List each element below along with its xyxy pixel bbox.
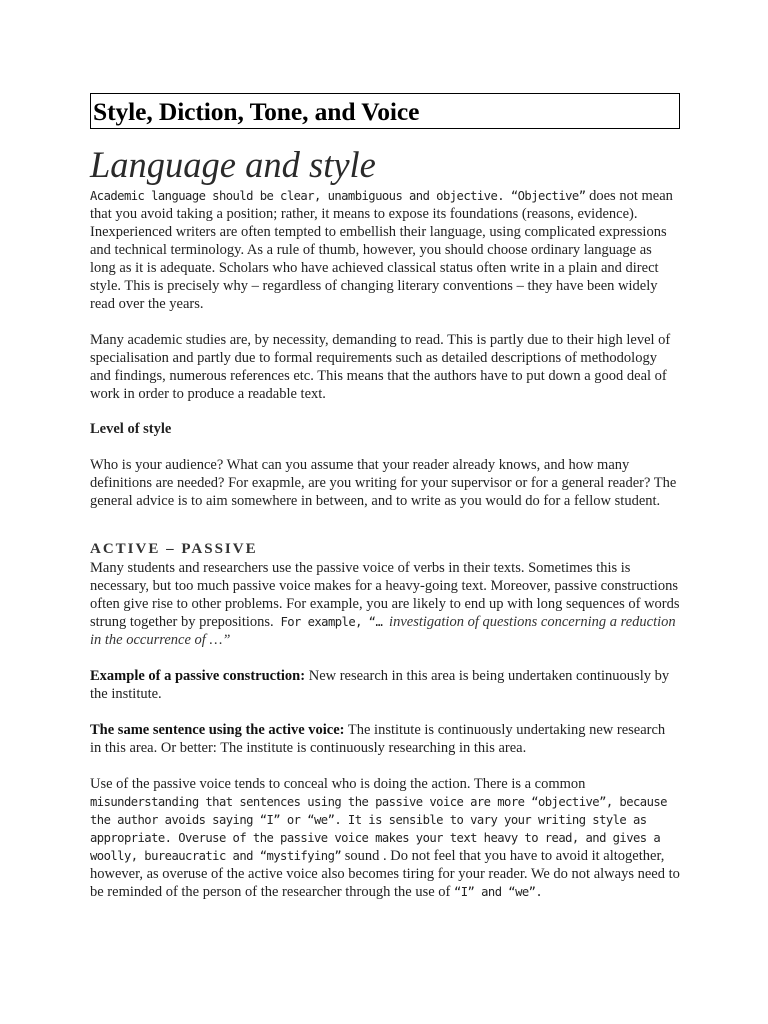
paragraph-active-example	[90, 721, 680, 757]
paragraph-language-and-style-1	[90, 187, 680, 313]
passive-example-label: Example of a passive construction:	[90, 668, 306, 684]
paragraph-text: sound . Do not feel that you have to avoid it altogether, however, as overuse of the active voice also becomes tiring for your reader. We do not always need to be reminded of the person of the researcher through the use of	[90, 848, 680, 900]
document-title: Style, Diction, Tone, and Voice	[90, 93, 680, 129]
paragraph-text: Many students and researchers use the passive voice of verbs in their texts. Sometimes this is necessary, but too much passive voice makes for a heavy-going text. Moreover, passive constructions often give rise to other problems. For example, you are likely to end up with long sequences of words strung together by prepositions.	[90, 560, 680, 630]
paragraph-text: Use of the passive voice tends to conceal who is doing the action. There is a common	[90, 776, 586, 792]
paragraph-text: New research in this area is being undertaken continuously by the institute.	[90, 668, 670, 702]
paragraph-text-sans: For example, “…	[273, 615, 390, 629]
paragraph-passive-example	[90, 667, 680, 703]
paragraph-text: does not mean that you avoid taking a position; rather, it means to expose its foundations (reasons, evidence). Inexperienced writers are often tempted to embellish their language, using complicated expressions and technical terminology. As a rule of thumb, however, you should choose ordinary language as long as it is adequate. Scholars who have achieved classical status often write in a plain and direct style. This is precisely why – regardless of changing literary conventions – they have been widely read over the years.	[90, 188, 673, 312]
section-heading-level-of-style: Level of style	[90, 421, 172, 437]
paragraph-text-sans: Academic language should be clear, unambiguous and objective. “Objective”	[90, 189, 586, 203]
paragraph-text-sans: “I” and “we”.	[453, 885, 543, 899]
section-heading-language-and-style: Language and style	[90, 144, 376, 185]
quoted-example: investigation of questions concerning a reduction in the occurrence of …”	[90, 614, 676, 648]
document-page	[90, 93, 680, 901]
section-heading-active-passive: ACTIVE – PASSIVE	[90, 541, 258, 557]
paragraph-active-passive-1	[90, 559, 680, 649]
paragraph-text: The institute is continuously undertaking new research in this area. Or better: The institute is continuously researching in this area.	[90, 722, 666, 756]
paragraph-active-passive-conclusion	[90, 775, 680, 901]
paragraph-language-and-style-2: Many academic studies are, by necessity, demanding to read. This is partly due to their high level of specialisation and partly due to formal requirements such as detailed descriptions of methodology and findings, numerous references etc. This means that the authors have to put down a good deal of work in order to produce a readable text.	[90, 332, 671, 402]
active-example-label: The same sentence using the active voice:	[90, 722, 345, 738]
paragraph-level-of-style: Who is your audience? What can you assume that your reader already knows, and how many definitions are needed? For exapmle, are you writing for your supervisor or for a general reader? The general advice is to aim somewhere in between, and to write as you would do for a fellow student.	[90, 457, 677, 509]
paragraph-text-sans: misunderstanding that sentences using the passive voice are more “objective”, because the author avoids saying “I” or “we”. It is sensible to vary your writing style as appropriate. Overuse of the passive voice makes your text heavy to read, and gives a woolly, bureaucratic and “mystifying”	[90, 795, 667, 863]
